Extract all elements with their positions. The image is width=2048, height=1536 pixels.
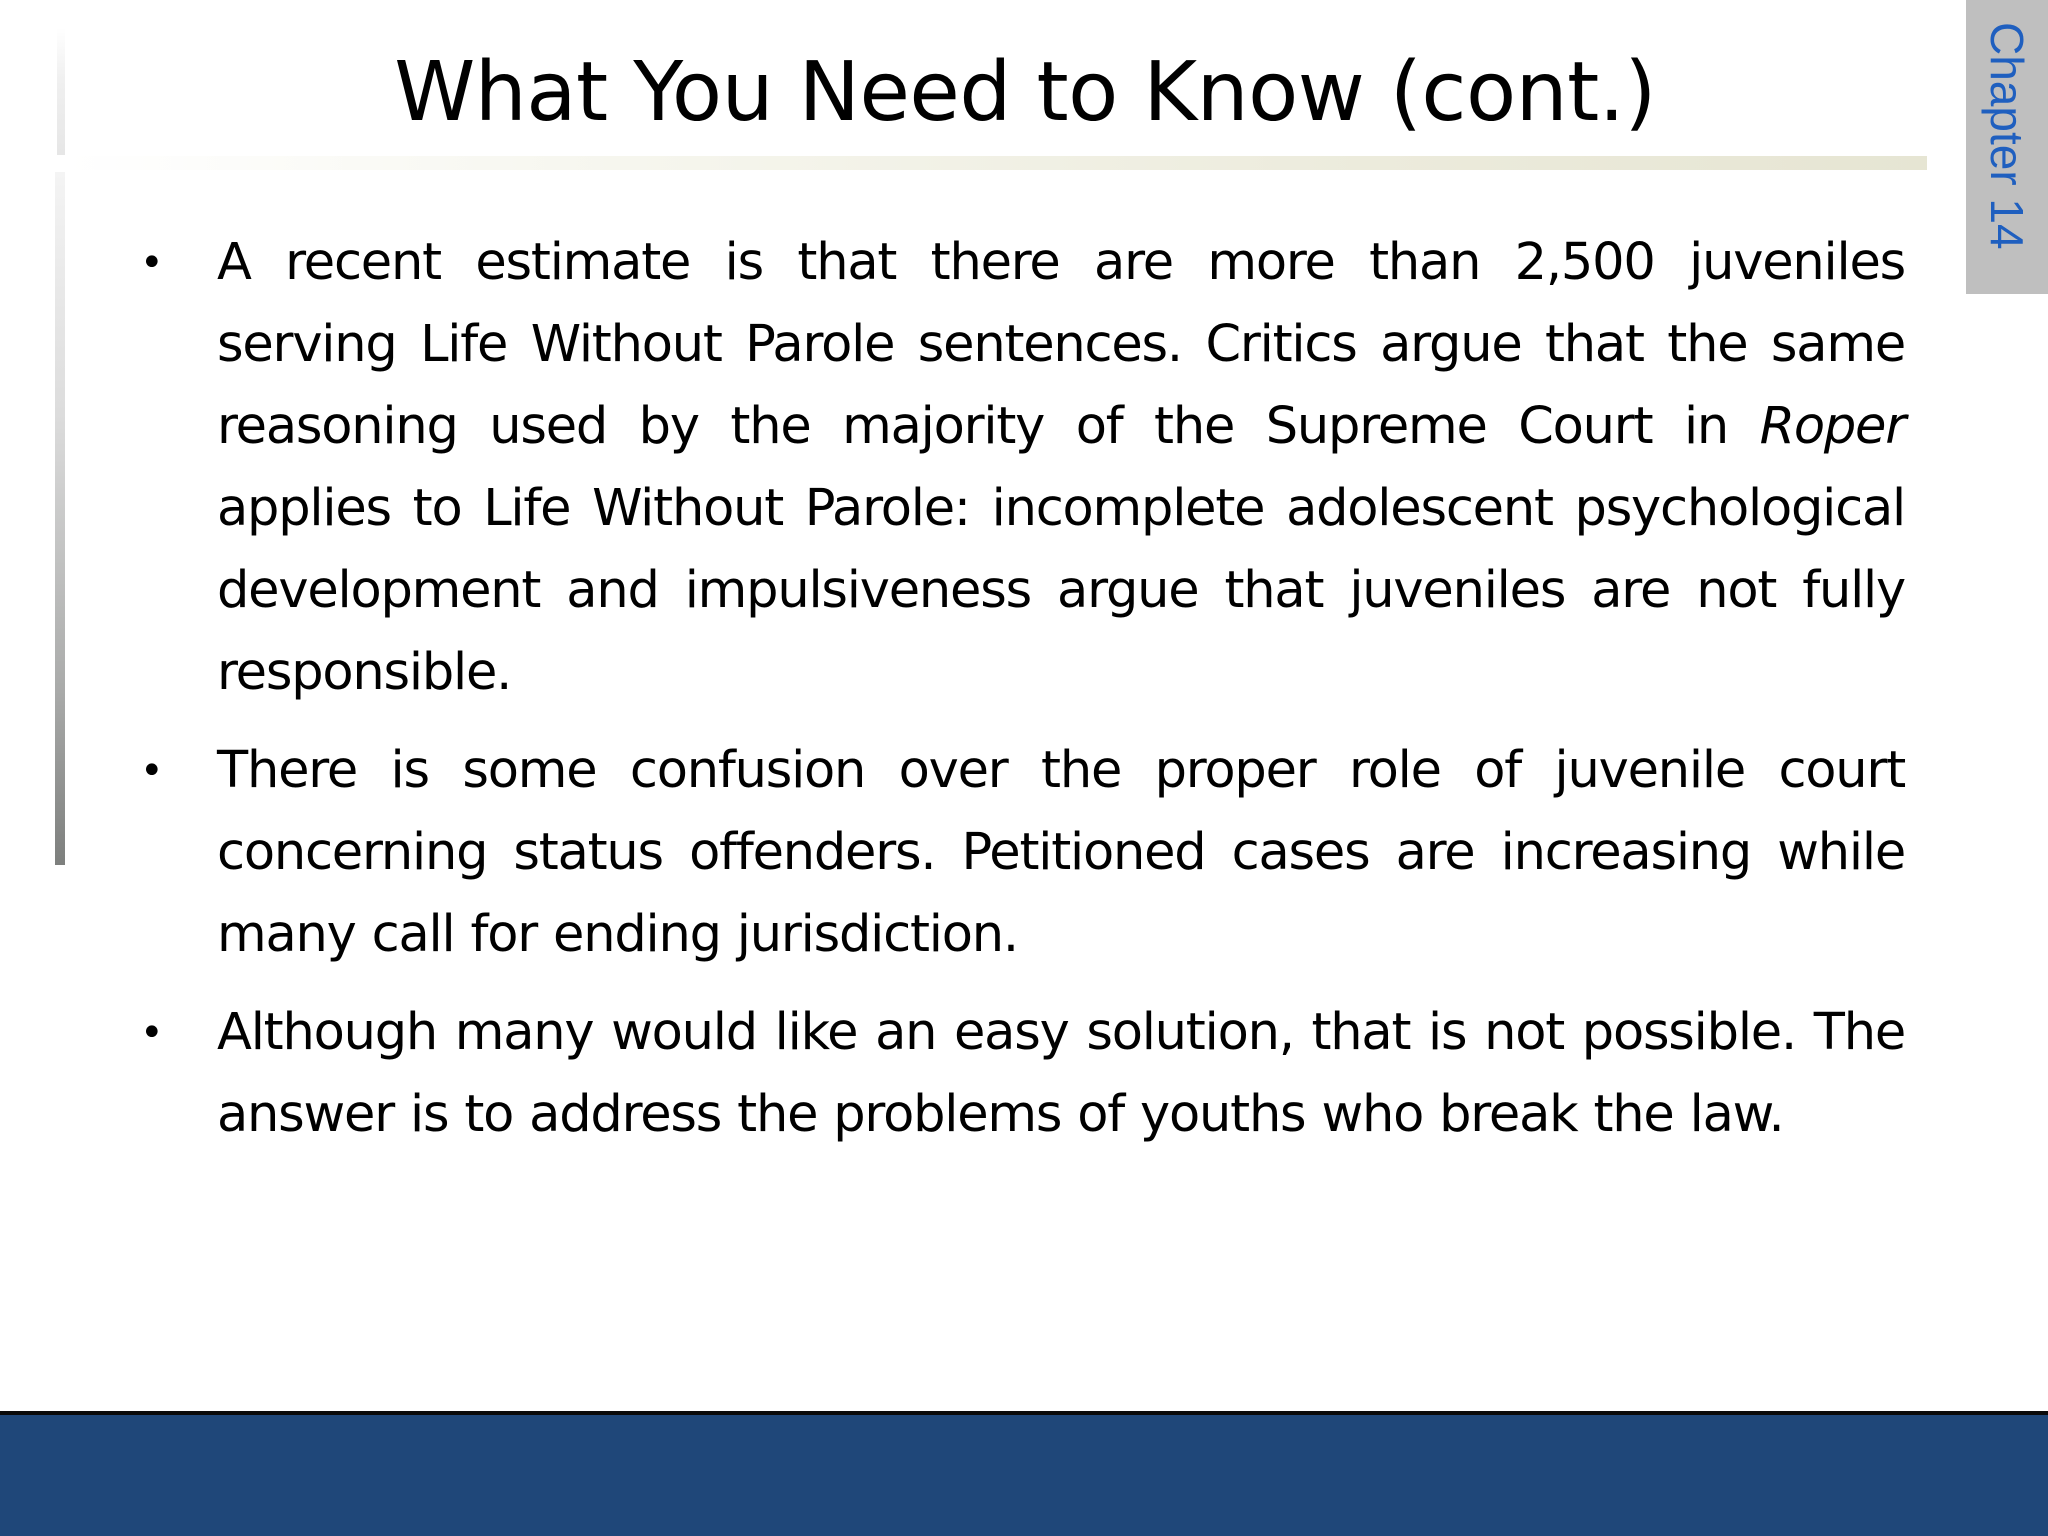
bullet-text-part: applies to Life Without Parole: incomplete adolescent psychological development and impulsiveness argue that juveniles are not fully responsible. [217, 479, 1905, 702]
bullet-text-part: A recent estimate is that there are more than 2,500 juveniles serving Life Without Parole sentences. Critics argue that the same reasoning used by the majority of the Supreme Court in [217, 233, 1905, 456]
bullet-marker: • [140, 748, 164, 794]
chapter-label: Chapter 14 [1981, 22, 2033, 250]
bullet-text: There is some confusion over the proper role of juvenile court concerning status offenders. Petitioned cases are increasing while many call for ending jurisdiction. [217, 741, 1905, 964]
bullet-item [140, 992, 1905, 1156]
slide-title: What You Need to Know (cont.) [394, 45, 1656, 140]
case-name-emphasis: Roper [1759, 397, 1905, 456]
bullet-list [140, 222, 1905, 1172]
bullet-marker: • [140, 1010, 164, 1056]
bullet-text [217, 222, 1905, 714]
bullet-item [140, 730, 1905, 976]
side-accent-bar [55, 172, 65, 865]
footer-band [0, 1415, 2048, 1536]
top-accent-bar [57, 28, 65, 155]
bullet-text: Although many would like an easy solution, that is not possible. The answer is to address the problems of youths who break the law. [217, 1003, 1905, 1144]
title-divider [65, 156, 1927, 170]
bullet-marker: • [140, 240, 164, 286]
bullet-item [140, 222, 1905, 714]
